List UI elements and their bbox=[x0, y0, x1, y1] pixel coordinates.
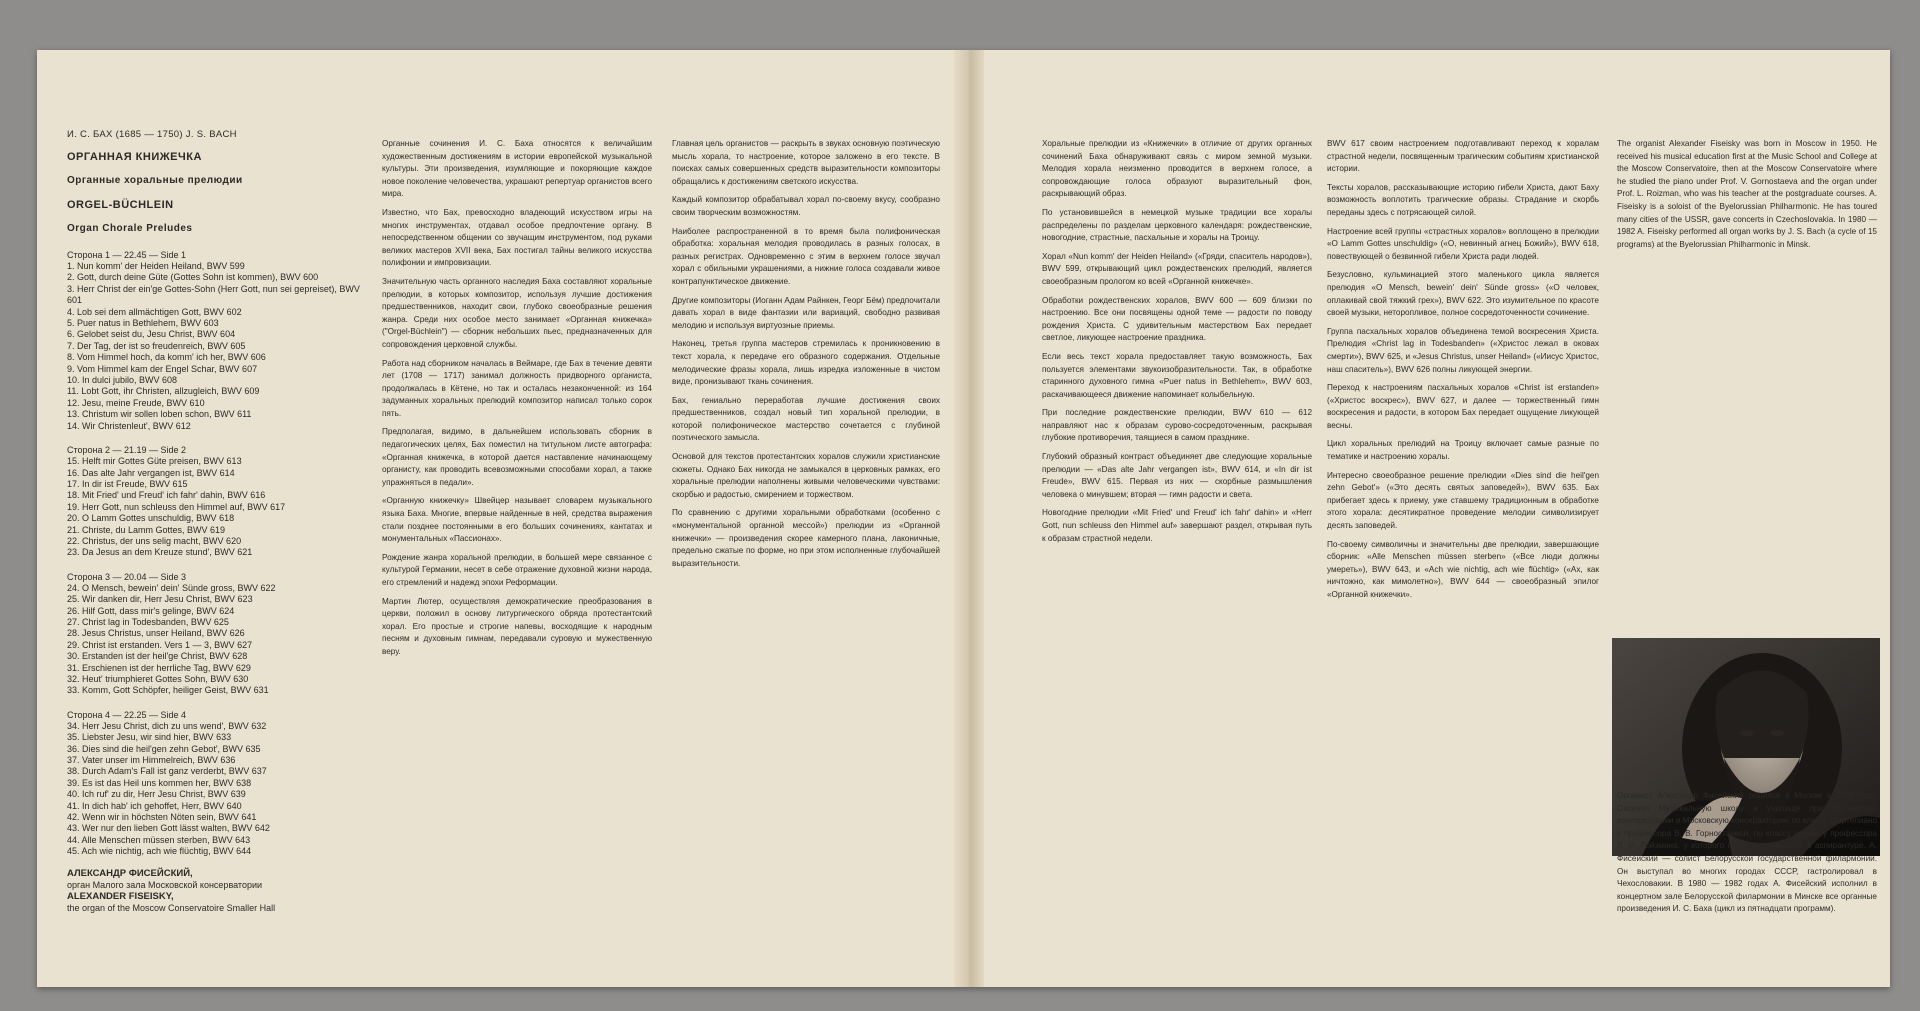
track-item: 43. Wer nur den lieben Gott lässt walten, BWV 642 bbox=[67, 823, 270, 834]
track-item: 4. Lob sei dem allmächtigen Gott, BWV 602 bbox=[67, 306, 242, 317]
performer-name-ru: АЛЕКСАНДР ФИСЕЙСКИЙ, bbox=[67, 867, 193, 879]
liner-paragraph: При последние рождественские прелюдии, BWV 610 — 612 направляют нас к образам сурово-сосредоточенным, раскрывая глубокие противоречия, таящиеся в самом празднике. bbox=[1042, 408, 1312, 443]
liner-paragraph: Каждый композитор обрабатывал хорал по-своему вкусу, сообразно своим творческим возможностям. bbox=[672, 195, 940, 217]
sides-list bbox=[67, 249, 367, 858]
liner-paragraph: Другие композиторы (Иоганн Адам Райнкен, Георг Бём) предпочитали давать хорал в виде фантазии или вариаций, свободно развивая мелодию и используя виртуозные приемы. bbox=[672, 295, 940, 330]
composer-line: И. С. БАХ (1685 — 1750) J. S. BACH bbox=[67, 129, 237, 140]
track-list bbox=[67, 261, 367, 432]
track-item: 31. Erschienen ist der herrliche Tag, BWV 629 bbox=[67, 662, 251, 673]
track-item: 39. Es ist das Heil uns kommen her, BWV 638 bbox=[67, 777, 252, 788]
side-label: Сторона 4 — 22.25 — Side 4 bbox=[67, 709, 187, 720]
liner-paragraph: Переход к настроениям пасхальных хоралов «Christ ist erstanden» («Христос воскрес»), BWV 627, и далее — торжественный гимн воскресения и радости, в котором Бах передает ощущение ликующей весны. bbox=[1327, 383, 1599, 430]
liner-paragraph: Основой для текстов протестантских хоралов служили христианские сюжеты. Однако Бах никогда не замыкался в церковных рамках, его хоральные прелюдии наполнены живыми человеческими чувствами: скорбью и радостью, смирением и торжеством. bbox=[672, 452, 940, 499]
track-item: 8. Vom Himmel hoch, da komm' ich her, BWV 606 bbox=[67, 352, 266, 363]
liner-paragraph: Органист Александр Фисейский родился в Москве в 1950 году. Окончил Музыкальную школу и училище при Московской консерватории и Московскую консерваторию по классу фортепиано у профессора В. В. Горностаевой, по классу органа у профессора Л. И. Ройзмана, у которого позднее занимался в аспирантуре. А. Фисейский — солист Белорусской государственной филармонии. Он выступал во многих городах СССР, гастролировал в Чехословакии. В 1980 — 1982 годах А. Фисейский исполнил в концертном зале Белорусской филармонии в Минске все органные произведения И. С. Баха (цикл из пятнадцати программ). bbox=[1617, 791, 1877, 914]
track-item: 6. Gelobet seist du, Jesu Christ, BWV 604 bbox=[67, 329, 236, 340]
liner-paragraph: Цикл хоральных прелюдий на Троицу включает самые разные по тематике и настроению хоралы. bbox=[1327, 439, 1599, 462]
track-item: 34. Herr Jesu Christ, dich zu uns wend', BWV 632 bbox=[67, 720, 267, 731]
album-title-ru: ОРГАННАЯ КНИЖЕЧКА bbox=[67, 151, 202, 163]
track-item: 41. In dich hab' ich gehoffet, Herr, BWV 640 bbox=[67, 800, 242, 811]
track-item: 22. Christus, der uns selig macht, BWV 620 bbox=[67, 535, 242, 546]
track-item: 10. In dulci jubilo, BWV 608 bbox=[67, 375, 178, 386]
track-item: 5. Puer natus in Bethlehem, BWV 603 bbox=[67, 318, 219, 329]
track-item: 7. Der Tag, der ist so freudenreich, BWV 605 bbox=[67, 340, 246, 351]
liner-paragraph: Бах, гениально переработав лучшие достижения своих предшественников, создал новый тип хоральной прелюдии, в которой полифоническое мастерство сочетается с глубиной поэтического замысла. bbox=[672, 395, 940, 443]
liner-paragraph: Новогодние прелюдии «Mit Fried' und Freud' ich fahr' dahin» и «Herr Gott, nun schleuss den Himmel auf» завершают раздел, открывая путь к образам страстной недели. bbox=[1042, 508, 1312, 543]
side-label: Сторона 3 — 20.04 — Side 3 bbox=[67, 571, 187, 582]
track-item: 42. Wenn wir in höchsten Nöten sein, BWV 641 bbox=[67, 812, 257, 823]
liner-notes-column-2 bbox=[382, 138, 652, 958]
track-item: 20. O Lamm Gottes unschuldig, BWV 618 bbox=[67, 513, 235, 524]
track-item: 19. Herr Gott, nun schleuss den Himmel auf, BWV 617 bbox=[67, 501, 286, 512]
track-item: 27. Christ lag in Todesbanden, BWV 625 bbox=[67, 616, 229, 627]
track-item: 18. Mit Fried' und Freud' ich fahr' dahin, BWV 616 bbox=[67, 490, 266, 501]
track-item: 40. Ich ruf' zu dir, Herr Jesu Christ, BWV 639 bbox=[67, 789, 246, 800]
track-item: 38. Durch Adam's Fall ist ganz verderbt, BWV 637 bbox=[67, 766, 267, 777]
track-item: 37. Vater unser im Himmelreich, BWV 636 bbox=[67, 755, 236, 766]
track-item: 13. Christum wir sollen loben schon, BWV 611 bbox=[67, 409, 252, 420]
liner-notes-column-4 bbox=[1042, 138, 1312, 958]
track-item: 21. Christe, du Lamm Gottes, BWV 619 bbox=[67, 524, 226, 535]
track-item: 3. Herr Christ der ein'ge Gottes-Sohn (Herr Gott, nun sei gepreiset), BWV 601 bbox=[67, 283, 360, 306]
track-item: 9. Vom Himmel kam der Engel Schar, BWV 607 bbox=[67, 363, 258, 374]
liner-paragraph: Обработки рождественских хоралов, BWV 600 — 609 близки по настроению. Все они посвящены одной теме — радости по поводу рождения Христа. С удивительным мастерством Бах передает светлое, ликующее настроение праздника. bbox=[1042, 295, 1312, 343]
liner-paragraph: Хоральные прелюдии из «Книжечки» в отличие от других органных сочинений Баха обнаруживают связь с миром земной музыки. Мелодия хорала неизменно проводится в верхнем голосе, а сопровождающие голоса образуют выразительный фон, раскрывающий образ. bbox=[1042, 139, 1312, 199]
sleeve-fold bbox=[954, 50, 984, 987]
track-item: 17. In dir ist Freude, BWV 615 bbox=[67, 478, 188, 489]
record-sleeve bbox=[37, 50, 1890, 987]
track-item: 33. Komm, Gott Schöpfer, heiliger Geist, BWV 631 bbox=[67, 685, 269, 696]
track-item: 23. Da Jesus an dem Kreuze stund', BWV 621 bbox=[67, 547, 253, 558]
liner-paragraph: Значительную часть органного наследия Баха составляют хоральные прелюдии, в которых композитор, используя лучшие достижения предшественников, находит свои, глубоко своеобразные решения жанра. Среди них особое место занимает «Органная книжечка» ("Orgel-Büchlein") — сборник небольших пьес, предназначенных для сопровождения церковной службы. bbox=[382, 276, 652, 349]
liner-paragraph: Тексты хоралов, рассказывающие историю гибели Христа, дают Баху возможность воплотить трагические образы. Страдание и скорбь переданы здесь с потрясающей силой. bbox=[1327, 182, 1599, 217]
track-item: 35. Liebster Jesu, wir sind hier, BWV 633 bbox=[67, 732, 232, 743]
album-subtitle-en: Organ Chorale Preludes bbox=[67, 223, 193, 234]
liner-paragraph: Группа пасхальных хоралов объединена темой воскресения Христа. Прелюдия «Christ lag in Todesbanden» («Христос лежал в оковах смерти»), BWV 625, и «Jesus Christus, unser Heiland» («Иисус Христос, наш спаситель»), BWV 626 полны ликующей энергии. bbox=[1327, 326, 1599, 374]
track-item: 16. Das alte Jahr vergangen ist, BWV 614 bbox=[67, 467, 235, 478]
liner-paragraph: Если весь текст хорала предоставляет такую возможность, Бах пользуется элементами звукоизобразительности. Так, в обработке старинного духовного гимна «Puer natus in Bethlehem», BWV 603, раскачивающееся движение напоминает колыбельную. bbox=[1042, 351, 1312, 399]
liner-paragraph: Органные сочинения И. С. Баха относятся к величайшим художественным достижениям в истории европейской музыкальной культуры. Эти произведения, изумляющие и покоряющие каждое новое поколение человечества, украшают репертуар органистов всего мира. bbox=[382, 139, 652, 199]
track-item: 25. Wir danken dir, Herr Jesu Christ, BWV 623 bbox=[67, 594, 253, 605]
liner-paragraph: Известно, что Бах, превосходно владеющий искусством игры на многих инструментах, отдавал особое предпочтение органу. В непосредственном общении со звучащим инструментом, под руками великих мастеров XVII века, Бах постигал тайны великого искусства полифонии и импровизации. bbox=[382, 207, 652, 268]
track-item: 12. Jesu, meine Freude, BWV 610 bbox=[67, 397, 205, 408]
liner-paragraph: Главная цель органистов — раскрыть в звуках основную поэтическую мысль хорала, то настроение, которое заложено в его тексте. В поисках самых совершенных средств выразительности композиторы обращались к достижениям светского искусства. bbox=[672, 139, 940, 186]
track-list-column bbox=[67, 128, 367, 938]
liner-paragraph: Рождение жанра хоральной прелюдии, в большей мере связанное с культурой Германии, несет в себе отражение духовной жизни народа, его стремлений и надежд эпохи Реформации. bbox=[382, 552, 652, 587]
liner-notes-column-5 bbox=[1327, 138, 1599, 958]
liner-paragraph: По сравнению с другими хоральными обработками (особенно с «монументальной органной мессой») прелюдии из «Органной книжечки» — произведения скорее камерного плана, лаконичные, предельно сжатые по форме, но при этом исполненные глубочайшей выразительности. bbox=[672, 508, 940, 568]
liner-paragraph: Глубокий образный контраст объединяет две следующие хоральные прелюдии — «Das alte Jahr vergangen ist», BWV 614, и «In dir ist Freude», BWV 615. Первая из них — скорбные размышления человека о минувшем; вторая — гимн радости и света. bbox=[1042, 452, 1312, 499]
liner-paragraph: По-своему символичны и значительны две прелюдии, завершающие сборник: «Alle Menschen müssen sterben» («Все люди должны умереть»), BWV 643, и «Ach wie nichtig, ach wie flüchtig» («Ах, как ничтожно, как мимолетно»), BWV 644 — своеобразный эпилог «Органной книжечки». bbox=[1327, 539, 1599, 599]
liner-paragraph: Интересно своеобразное решение прелюдии «Dies sind die heil'gen zehn Gebot'» («Это десять святых заповедей»), BWV 635. Бах прибегает здесь к приему, уже ставшему традиционным в обработке этого хорала: десятикратное проведение мелодии символизирует десять заповедей. bbox=[1327, 470, 1599, 531]
liner-paragraph: BWV 617 своим настроением подготавливают переход к хоралам страстной недели, посвященным трагическим событиям христианской истории. bbox=[1327, 139, 1599, 174]
track-item: 29. Christ ist erstanden. Vers 1 — 3, BWV 627 bbox=[67, 639, 253, 650]
track-list bbox=[67, 583, 367, 697]
liner-paragraph: Безусловно, кульминацией этого маленького цикла является прелюдия «O Mensch, bewein' dein' Sünde gross» («О человек, оплакивай свой тяжкий грех»), BWV 622. Это изумительное по красоте своей музыки, неторопливое, полное сосредоточенности сочинение. bbox=[1327, 270, 1599, 318]
performer-desc-ru: орган Малого зала Московской консерватории bbox=[67, 879, 263, 890]
liner-notes-column-3 bbox=[672, 138, 940, 958]
track-item: 2. Gott, durch deine Güte (Gottes Sohn ist kommen), BWV 600 bbox=[67, 272, 319, 283]
side-label: Сторона 2 — 21.19 — Side 2 bbox=[67, 445, 187, 456]
liner-paragraph: The organist Alexander Fiseisky was born in Moscow in 1950. He received his musical education first at the Music School and College at the Moscow Conservatoire, then at the Moscow Conservatoire where he studied the piano under Prof. V. Gornostaeva and the organ under Prof. L. Roizman, who was his teacher at the postgraduate courses. A. Fiseisky is a soloist of the Byelorussian Philharmonic. He has toured many cities of the USSR, gave concerts in Czechoslovakia. In 1980 — 1982 A. Fiseisky performed all organ works by J. S. Bach (a cycle of 15 programs) at the Byelorussian Philharmonic in Minsk. bbox=[1617, 139, 1877, 249]
track-item: 24. O Mensch, bewein' dein' Sünde gross, BWV 622 bbox=[67, 582, 276, 593]
track-item: 11. Lobt Gott, ihr Christen, allzugleich, BWV 609 bbox=[67, 386, 260, 397]
liner-paragraph: Наконец, третья группа мастеров стремилась к проникновению в текст хорала, к передаче его образного содержания. Отдельные мелодические фразы хорала, лишь изредка изложенные в чистом виде, пронизывают ткань сочинения. bbox=[672, 339, 940, 387]
track-item: 1. Nun komm' der Heiden Heiland, BWV 599 bbox=[67, 261, 245, 271]
liner-paragraph: Предполагая, видимо, в дальнейшем использовать сборник в педагогических целях, Бах поместил на титульном листе автографа: «Органная книжечка, в которой дается наставление начинающему органисту, как проводить всевозможными способами хорал, а также упражняться в педали». bbox=[382, 427, 652, 487]
performer-desc-en: the organ of the Moscow Conservatoire Smaller Hall bbox=[67, 903, 276, 914]
track-item: 45. Ach wie nichtig, ach wie flüchtig, BWV 644 bbox=[67, 846, 252, 857]
biography-ru bbox=[1617, 790, 1877, 950]
liner-paragraph: Хорал «Nun komm' der Heiden Heiland» («Гряди, спаситель народов»), BWV 599, открывающий цикл рождественских прелюдий, является своеобразным прологом ко всей «Органной книжечке». bbox=[1042, 251, 1312, 286]
track-item: 28. Jesus Christus, unser Heiland, BWV 626 bbox=[67, 628, 245, 639]
liner-paragraph: Работа над сборником началась в Веймаре, где Бах в течение девяти лет (1708 — 1717) занимал должность придворного органиста, продолжалась в Кётене, но так и осталась незаконченной: из 164 задуманных хоральных прелюдий композитор написал только сорок пять. bbox=[382, 358, 652, 418]
track-item: 44. Alle Menschen müssen sterben, BWV 643 bbox=[67, 834, 251, 845]
album-title-de: ORGEL-BÜCHLEIN bbox=[67, 199, 174, 211]
liner-paragraph: Наиболее распространенной в то время была полифоническая обработка: хоральная мелодия проводилась в разных голосах, в разных регистрах. Одновременно с этим в верхнем голосе звучал хорал с обильными украшениями, а нижние голоса создавали живое контрапунктическое движение. bbox=[672, 226, 940, 286]
track-item: 26. Hilf Gott, dass mir's gelinge, BWV 624 bbox=[67, 605, 235, 616]
track-item: 36. Dies sind die heil'gen zehn Gebot', BWV 635 bbox=[67, 743, 261, 754]
side-label: Сторона 1 — 22.45 — Side 1 bbox=[67, 250, 187, 260]
performer-name-en: ALEXANDER FISEISKY, bbox=[67, 891, 174, 903]
biography-en bbox=[1617, 138, 1877, 278]
track-list bbox=[67, 456, 367, 559]
liner-paragraph: По установившейся в немецкой музыке традиции все хоралы распределены по разделам церковного календаря: рождественские, новогодние, страстные, пасхальные и хоралы на Троицу. bbox=[1042, 207, 1312, 243]
liner-paragraph: Мартин Лютер, осуществляя демократические преобразования в церкви, положил в основу литургического обряда протестантский хорал. Его простые и строгие напевы, восходящие к народным песням и духовным гимнам, передавали суровую и мужественную веру. bbox=[382, 596, 652, 656]
album-subtitle-ru: Органные хоральные прелюдии bbox=[67, 175, 243, 186]
liner-paragraph: «Органную книжечку» Швейцер называет словарем музыкального языка Баха. Многие, впервые найденные в ней, средства выражения стали позднее постоянными в его больших сочинениях, кантатах и монументальных «Пассионах». bbox=[382, 496, 652, 544]
track-item: 15. Helft mir Gottes Güte preisen, BWV 613 bbox=[67, 456, 242, 467]
track-item: 32. Heut' triumphieret Gottes Sohn, BWV 630 bbox=[67, 674, 249, 684]
liner-paragraph: Настроение всей группы «страстных хоралов» воплощено в прелюдии «O Lamm Gottes unschuldig» («О, невинный агнец Божий»), BWV 618, повествующей о безвинной гибели Христа ради людей. bbox=[1327, 226, 1599, 261]
track-list bbox=[67, 721, 367, 858]
track-item: 30. Erstanden ist der heil'ge Christ, BWV 628 bbox=[67, 651, 248, 662]
track-item: 14. Wir Christenleut', BWV 612 bbox=[67, 420, 191, 431]
